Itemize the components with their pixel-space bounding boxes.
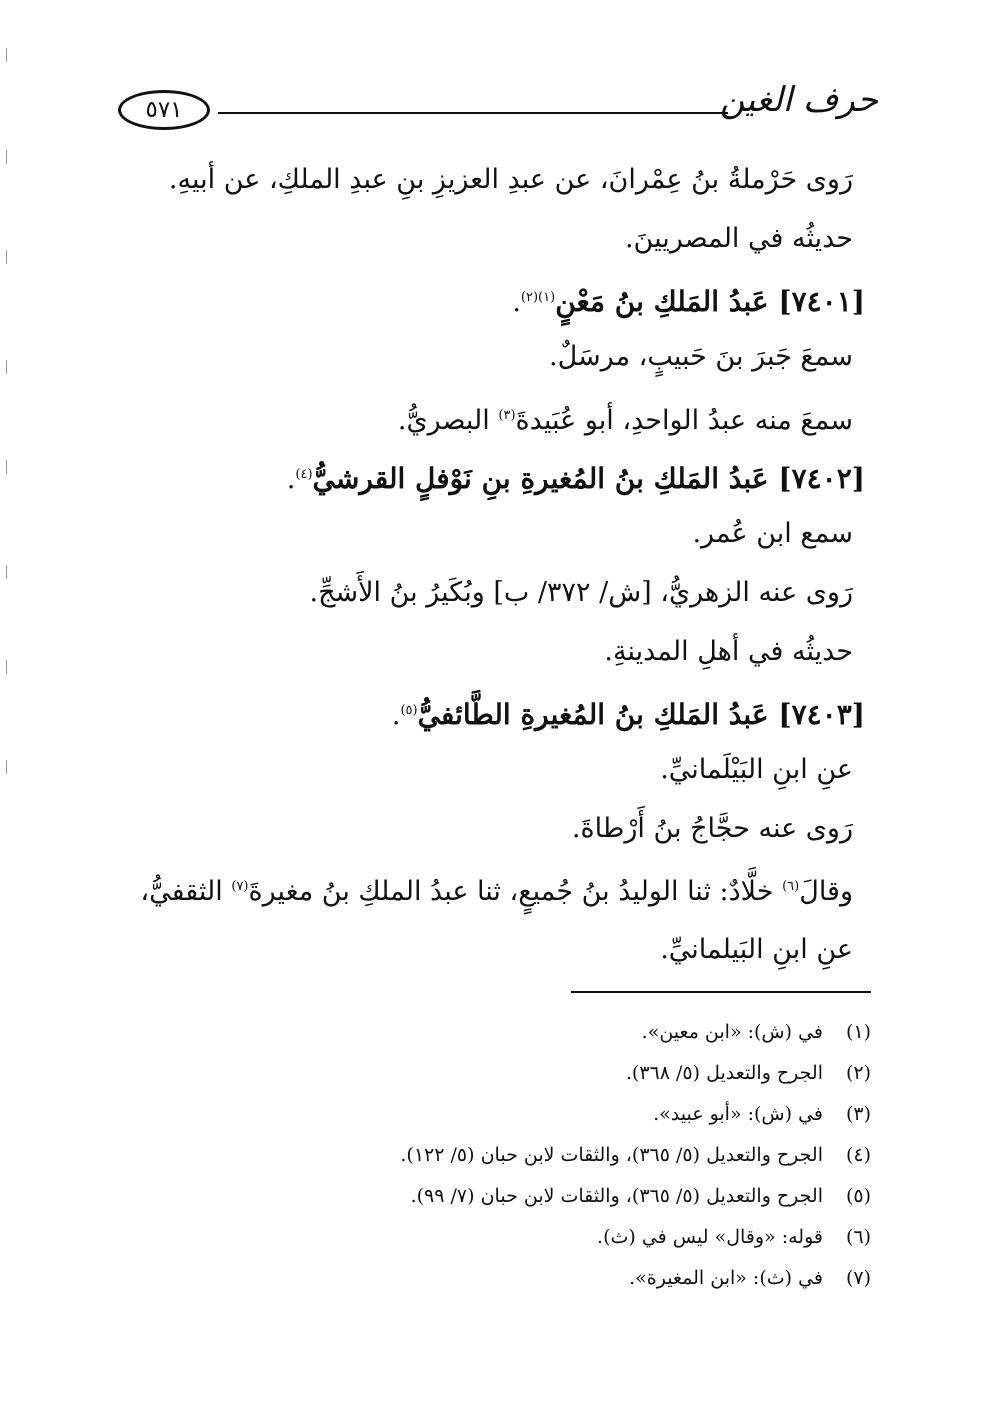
footnote [251,1217,871,1258]
scan-mark [6,360,7,374]
entry-title: [٧٤٠٢] عَبدُ المَلكِ بنُ المُغيرةِ بنِ نَوْفلٍ القرشيُّ [312,462,865,495]
entry-title: [٧٤٠١] عَبدُ المَلكِ بنُ مَعْنٍ [555,285,865,318]
footnote-separator [571,991,871,993]
entry-heading [120,445,865,504]
scan-mark [6,460,7,474]
text-line: رَوى عنه حجَّاجُ بنُ أَرْطاةَ. [571,813,853,844]
text-segment: خلَّادٌ: ثنا الوليدُ بنُ جُميعٍ، ثنا عبدُ الملكِ بنُ مغيرةَ [248,876,783,907]
main-text [120,150,865,979]
footnote [251,1135,871,1176]
punctuation: . [286,464,296,495]
footnote [251,1176,871,1217]
footnote-text: في (ش): «أبو عبيد». [653,1103,823,1125]
scan-mark [6,48,7,62]
footnote-number: (٤) [845,1144,871,1166]
scan-mark [6,660,7,674]
footnote-ref: (٥) [400,703,418,718]
footnote-text: الجرح والتعديل (٥/ ٣٦٨). [625,1062,823,1084]
text-line: عنِ ابنِ البَيْلَمانيِّ. [660,754,853,785]
text-line: رَوى عنه الزهريُّ، [ش/ ٣٧٢/ ب] وبُكَيرُ بنُ الأَشجِّ. [309,577,853,608]
footnote-ref: (٧) [231,879,249,894]
footnote [251,1094,871,1135]
footnote-ref: (٤) [295,467,313,482]
footnotes [251,1012,871,1299]
footnote [251,1258,871,1299]
scan-mark [6,150,7,164]
entry-title: [٧٤٠٣] عَبدُ المَلكِ بنُ المُغيرةِ الطَّائفيُّ [417,698,865,731]
footnote-number: (٧) [845,1267,871,1289]
text-segment: الثقفيُّ، عنِ ابنِ البَيلمانيِّ. [140,876,853,965]
punctuation: . [512,287,521,318]
text-line: رَوى حَرْملةُ بنُ عِمْرانَ، عن عبدِ العزيزِ بنِ عبدِ الملكِ، عن أبيهِ. [168,164,853,195]
chapter-title: حرف الغين [719,80,878,120]
header-rule [218,112,728,114]
text-paragraph [120,858,865,979]
footnote-number: (٣) [845,1103,871,1125]
scan-mark [6,760,7,774]
text-line: سمعَ جَبرَ بنَ حَبيبٍ، مرسَلٌ. [549,341,853,372]
text-line: حديثُه في أهلِ المدينةِ. [604,636,853,667]
footnote-number: (٥) [845,1185,871,1207]
footnote-ref: (٣) [498,408,516,423]
footnote-text: الجرح والتعديل (٥/ ٣٦٥)، والثقات لابن حبان (٥/ ١٢٢). [400,1144,823,1166]
page-header [118,80,878,146]
footnote-text: الجرح والتعديل (٥/ ٣٦٥)، والثقات لابن حبان (٧/ ٩٩). [410,1185,823,1207]
text-line: سمع ابن عُمر. [692,518,853,549]
scan-mark [6,565,7,579]
footnote-text: قوله: «وقال» ليس في (ث). [597,1226,823,1248]
page-number: ٥٧١ [118,90,210,130]
text-segment: سمعَ منه عبدُ الواحدِ، أبو عُبَيدةَ [515,405,853,436]
text-line: حديثُه في المصريينَ. [624,223,853,254]
footnote-ref: (١)(٢) [520,290,556,305]
footnote-number: (٦) [845,1226,871,1248]
punctuation: . [391,700,401,731]
footnote-text: في (ش): «ابن معين». [641,1021,823,1043]
footnote [251,1053,871,1094]
footnote-number: (١) [845,1021,871,1043]
footnote-ref: (٦) [782,879,800,894]
scan-mark [6,250,7,264]
footnote-number: (٢) [845,1062,871,1084]
text-line [120,386,865,445]
text-segment: وقالَ [799,876,853,907]
entry-heading [120,268,865,327]
footnote [251,1012,871,1053]
footnote-text: في (ث): «ابن المغيرة». [629,1267,823,1289]
text-segment: البصريُّ. [397,405,499,436]
entry-heading [120,681,865,740]
